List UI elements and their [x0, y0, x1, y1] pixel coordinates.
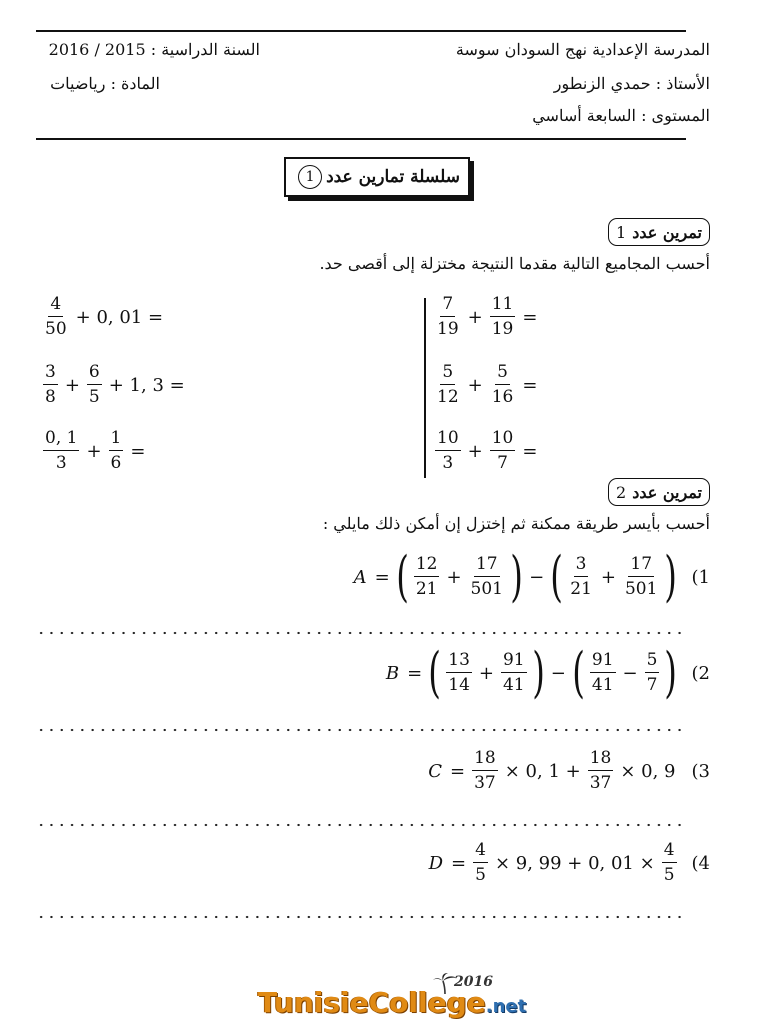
fraction: $\frac{18}{37}$ [474, 748, 496, 793]
exercise-2-label: تمرين عدد [632, 482, 702, 502]
school-year: السنة الدراسية : 2015 / 2016 [48, 40, 260, 59]
fraction: $\frac{3}{21}$ [570, 554, 592, 599]
subject: المادة : رياضيات [50, 74, 160, 93]
exercise-1-number: 1 [616, 222, 627, 242]
series-title-text: سلسلة تمارين عدد [326, 167, 460, 187]
fraction: $\frac{17}{501}$ [470, 554, 503, 599]
fraction: $\frac{13}{14}$ [448, 650, 470, 695]
exercise-2-number: 2 [616, 482, 627, 502]
fraction: $\frac{91}{41}$ [591, 650, 614, 695]
ex1-left-expr-2: $\frac{3}{8}$ + $\frac{6}{5}$ + 1, 3 = [45, 362, 185, 407]
top-rule [36, 30, 686, 32]
fraction: $\frac{1}{6}$ [110, 428, 122, 473]
fraction: $\frac{11}{19}$ [491, 294, 514, 339]
ex1-right-expr-2: $\frac{5}{12}$ + $\frac{5}{16}$ = [437, 362, 538, 407]
answer-dots-d [36, 913, 686, 921]
fraction: $\frac{4}{5}$ [475, 840, 486, 885]
answer-dots-c [36, 821, 686, 829]
logo-year: 2016 [454, 974, 493, 990]
tunisiecollege-logo [254, 970, 527, 1022]
expression-c: C = $\frac{18}{37}$ × 0, 1 + $\frac{18}{37}$ × 0, 9 (3 [428, 748, 710, 793]
exercise-2-title [608, 478, 710, 506]
ex1-right-expr-1: $\frac{7}{19}$ + $\frac{11}{19}$ = [437, 294, 538, 339]
series-number: 1 [298, 165, 322, 189]
column-divider [424, 298, 426, 478]
answer-dots-b [36, 726, 686, 734]
fraction: $\frac{4}{5}$ [663, 840, 675, 885]
exercise-1-instruction: أحسب المجاميع التالية مقدما النتيجة مختزلة إلى أقصى حد. [319, 254, 710, 273]
fraction: $\frac{5}{7}$ [646, 650, 658, 695]
header-bottom-rule [36, 138, 686, 140]
expression-a: A = ( $\frac{12}{21}$ + $\frac{17}{501}$ ) − ( $\frac{3}{21}$ + $\frac{17}{501}$ ) (1 [353, 545, 710, 608]
logo-text: TunisieCollege.net [258, 986, 527, 1019]
exercise-1-title [608, 218, 710, 246]
fraction: $\frac{5}{12}$ [437, 362, 459, 407]
ex1-left-expr-3: $\frac{0, 1}{3}$ + $\frac{1}{6}$ = [45, 428, 146, 473]
fraction: $\frac{4}{50}$ [45, 294, 67, 339]
fraction: $\frac{10}{3}$ [437, 428, 459, 473]
fraction: $\frac{6}{5}$ [88, 362, 100, 407]
fraction: $\frac{0, 1}{3}$ [45, 428, 78, 473]
fraction: $\frac{17}{501}$ [624, 554, 658, 599]
ex1-right-expr-3: $\frac{10}{3}$ + $\frac{10}{7}$ = [437, 428, 538, 473]
fraction: $\frac{91}{41}$ [502, 650, 525, 695]
teacher-name: الأستاذ : حمدي الزنطور [553, 74, 710, 93]
fraction: $\frac{3}{8}$ [45, 362, 56, 407]
ex1-left-expr-1: $\frac{4}{50}$ + 0, 01 = [45, 294, 164, 339]
fraction: $\frac{7}{19}$ [437, 294, 459, 339]
answer-dots-a [36, 629, 686, 637]
fraction: $\frac{12}{21}$ [415, 554, 438, 599]
fraction: $\frac{5}{16}$ [491, 362, 514, 407]
exercise-2-instruction: أحسب بأيسر طريقة ممكنة ثم إختزل إن أمكن ذلك مايلي : [322, 514, 710, 533]
fraction: $\frac{10}{7}$ [491, 428, 514, 473]
series-title [284, 157, 470, 197]
expression-b: B = ( $\frac{13}{14}$ + $\frac{91}{41}$ ) − ( $\frac{91}{41}$ − $\frac{5}{7}$ ) (2 [385, 641, 710, 704]
fraction: $\frac{18}{37}$ [589, 748, 612, 793]
exercise-1-label: تمرين عدد [632, 222, 702, 242]
expression-d: D = $\frac{4}{5}$ × 9, 99 + 0, 01 × $\frac{4}{5}$ (4 [428, 840, 710, 885]
school-name: المدرسة الإعدادية نهج السودان سوسة [455, 40, 710, 59]
level: المستوى : السابعة أساسي [532, 106, 710, 125]
